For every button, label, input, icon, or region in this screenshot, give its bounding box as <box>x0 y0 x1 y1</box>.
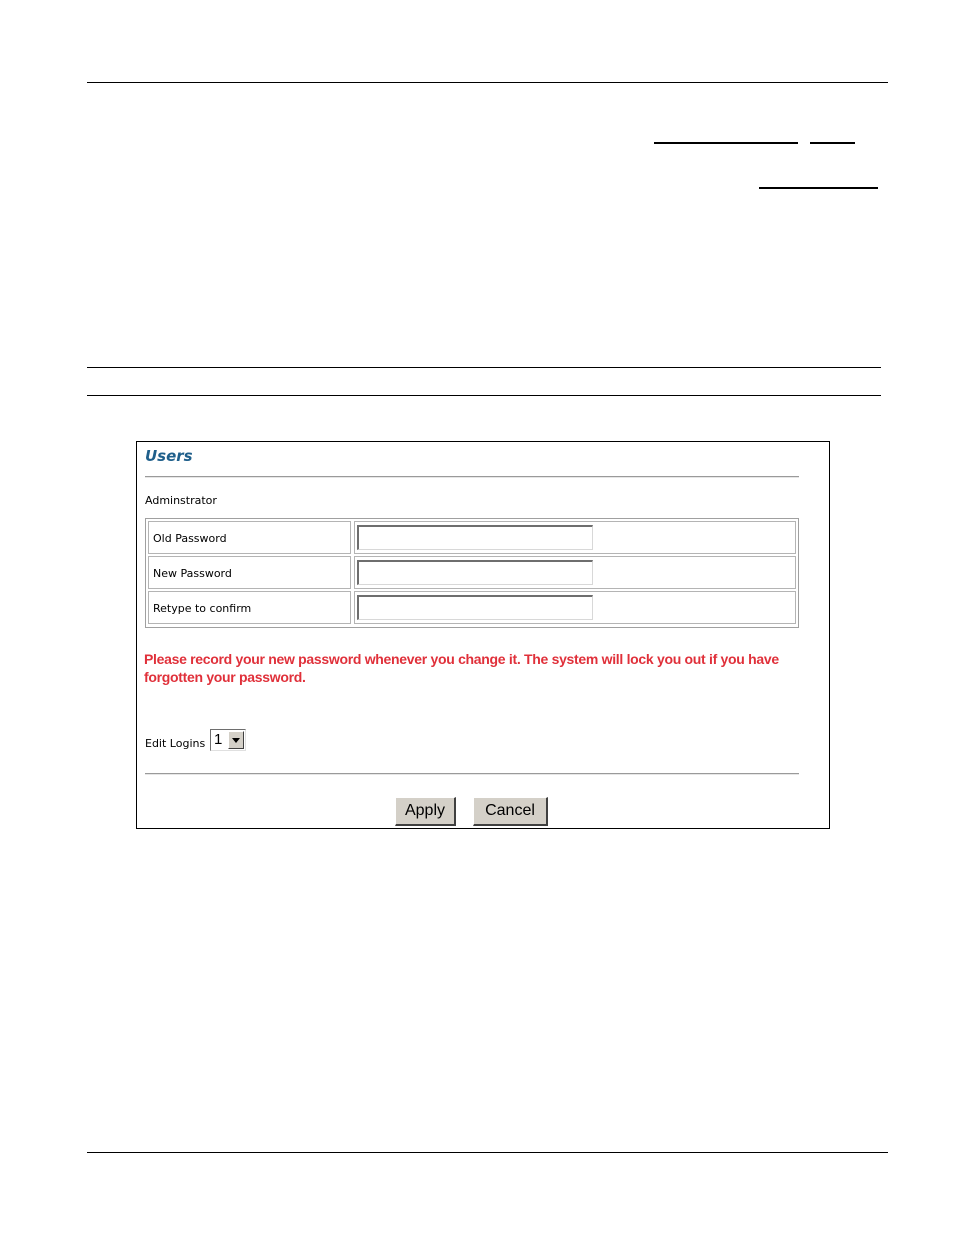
footer-separator <box>145 773 799 775</box>
old-password-row <box>148 521 796 554</box>
edit-logins-value: 1 <box>214 731 223 748</box>
old-password-input[interactable] <box>357 525 593 550</box>
header-underline-2 <box>810 142 855 144</box>
retype-password-label: Retype to confirm <box>148 591 351 624</box>
figure-caption-top-rule <box>87 367 881 368</box>
new-password-cell <box>354 556 796 589</box>
retype-password-input[interactable] <box>357 595 593 620</box>
footer-rule <box>87 1152 888 1153</box>
edit-logins-select[interactable] <box>210 729 246 751</box>
header-underline-3 <box>759 187 878 189</box>
new-password-label: New Password <box>148 556 351 589</box>
new-password-input[interactable] <box>357 560 593 585</box>
header-underline-1 <box>654 142 798 144</box>
header-rule <box>87 82 888 83</box>
retype-password-cell <box>354 591 796 624</box>
chevron-down-icon[interactable] <box>228 731 244 749</box>
new-password-row <box>148 556 796 589</box>
apply-button[interactable]: Apply <box>395 797 456 826</box>
retype-password-row <box>148 591 796 624</box>
figure-caption-bottom-rule <box>87 395 881 396</box>
password-table <box>145 518 799 628</box>
old-password-cell <box>354 521 796 554</box>
password-warning: Please record your new password whenever you change it. The system will lock you out if you have forgotten your password. <box>144 651 779 685</box>
title-separator <box>145 476 799 478</box>
users-panel <box>136 441 830 829</box>
panel-title: Users <box>145 447 193 465</box>
old-password-label: Old Password <box>148 521 351 554</box>
edit-logins-label: Edit Logins <box>145 737 206 750</box>
cancel-button[interactable]: Cancel <box>473 797 548 826</box>
section-label: Adminstrator <box>145 494 217 507</box>
